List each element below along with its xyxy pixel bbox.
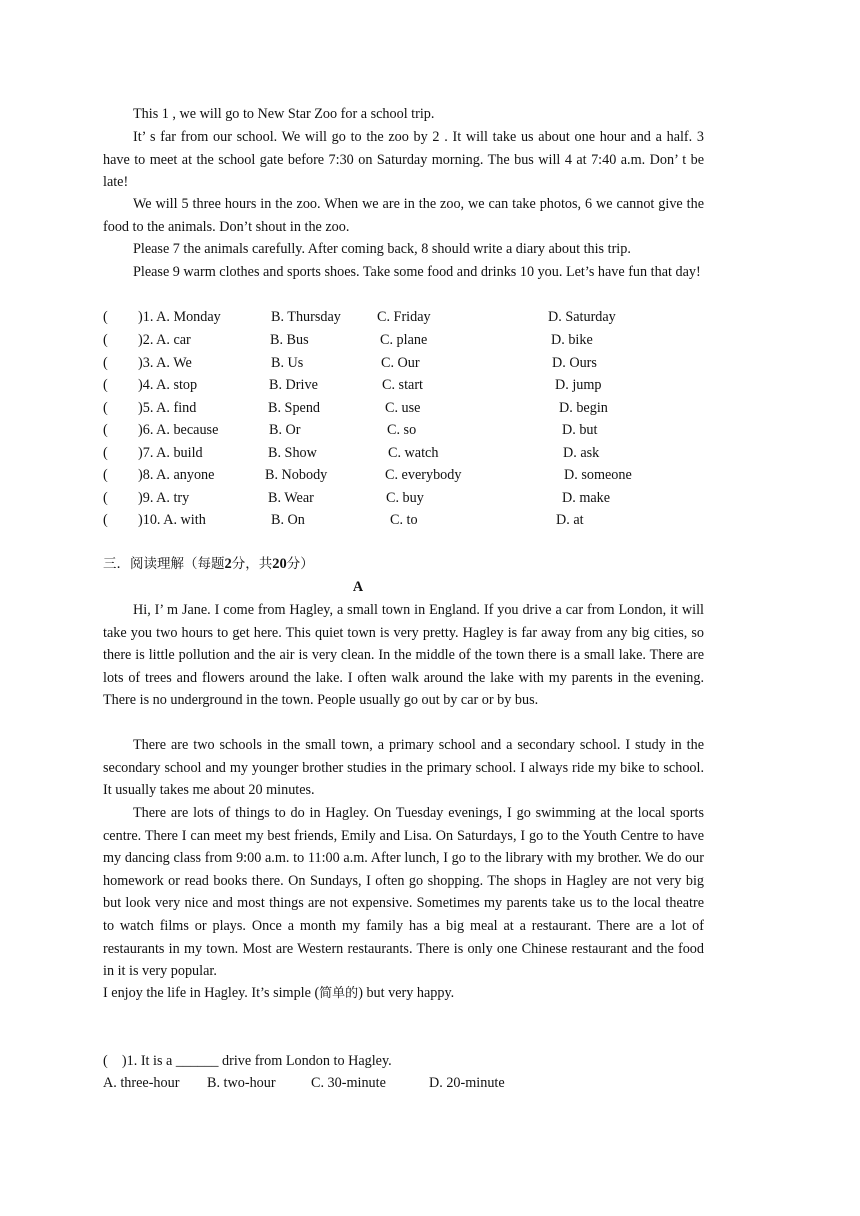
answer-paren: ( — [103, 512, 108, 528]
option-b: B. On — [271, 512, 305, 528]
cloze-question — [103, 306, 723, 328]
option-a: A. three-hour — [103, 1075, 180, 1091]
cloze-paragraph-5: Please 9 warm clothes and sports shoes. Take some food and drinks 10 you. Let’s have fun that day! — [133, 264, 701, 280]
option-c: C. Our — [381, 355, 420, 371]
answer-paren: ( — [103, 445, 108, 461]
cloze-question — [103, 397, 723, 419]
reading-question-1 — [103, 1050, 723, 1072]
option-a: )3. A. We — [138, 355, 192, 371]
option-b: B. Thursday — [271, 309, 341, 325]
option-a: )6. A. because — [138, 422, 219, 438]
option-d: D. jump — [555, 377, 602, 393]
option-d: D. but — [562, 422, 598, 438]
option-a: )4. A. stop — [138, 377, 198, 393]
section-heading-mid: 分，共 — [231, 556, 273, 572]
option-a: )7. A. build — [138, 445, 203, 461]
option-a: )2. A. car — [138, 332, 191, 348]
option-b: B. Show — [268, 445, 317, 461]
cloze-paragraph-1: This 1 , we will go to New Star Zoo for a school trip. — [133, 106, 435, 122]
option-d: D. make — [562, 490, 611, 506]
reading-paragraph-4 — [103, 982, 704, 1006]
cloze-question — [103, 487, 723, 509]
option-b: B. Drive — [269, 377, 318, 393]
cloze-question — [103, 464, 723, 486]
section-heading-prefix: 三．阅读理解（每题 — [103, 556, 225, 572]
option-d: D. Ours — [552, 355, 597, 371]
answer-paren: ( — [103, 490, 108, 506]
option-c: C. plane — [380, 332, 428, 348]
option-c: C. use — [385, 400, 421, 416]
reading-p4-gloss: 简单的 — [319, 986, 359, 1001]
cloze-question — [103, 374, 723, 396]
reading-p4-after: ) but very happy. — [358, 985, 455, 1001]
option-a: )1. A. Monday — [138, 309, 221, 325]
section-heading-suffix: 分） — [286, 556, 314, 572]
option-c: C. everybody — [385, 467, 462, 483]
option-c: C. 30-minute — [311, 1075, 386, 1091]
cloze-question — [103, 329, 723, 351]
option-c: C. Friday — [377, 309, 431, 325]
answer-paren: ( — [103, 332, 108, 348]
option-b: B. Bus — [270, 332, 309, 348]
section-heading — [103, 553, 314, 575]
option-d: D. bike — [551, 332, 593, 348]
option-d: D. begin — [559, 400, 608, 416]
reading-p4-before: I enjoy the life in Hagley. It’s simple ( — [103, 985, 320, 1001]
option-d: D. 20-minute — [429, 1075, 505, 1091]
option-c: C. so — [387, 422, 417, 438]
passage-title: A — [352, 579, 364, 595]
option-b: B. two-hour — [207, 1075, 276, 1091]
answer-paren: ( — [103, 467, 108, 483]
cloze-paragraph-3: We will 5 three hours in the zoo. When we are in the zoo, we can take photos, 6 we cannot give the food to the animals. Don’t shout in the zoo. — [103, 196, 704, 235]
option-a: )5. A. find — [138, 400, 197, 416]
option-a: )10. A. with — [138, 512, 206, 528]
answer-paren: ( — [103, 422, 108, 438]
option-d: D. at — [556, 512, 584, 528]
cloze-question — [103, 419, 723, 441]
option-c: C. buy — [386, 490, 424, 506]
answer-paren: ( — [103, 355, 108, 371]
reading-question-1-options — [103, 1072, 723, 1094]
section-heading-total: 20 — [272, 556, 287, 572]
reading-paragraph-3: There are lots of things to do in Hagley. On Tuesday evenings, I go swimming at the local sports centre. There I can meet my best friends, Emily and Lisa. On Saturdays, I go to the Youth Centre to have my dancing class from 9:00 a.m. to 11:00 a.m. After lunch, I go to the library with my brother. We do our homework or read books there. On Sundays, I often go shopping. The shops in Hagley are not very big but look very nice and most things are not expensive. Sometimes my parents take us to the local theatre to watch films or plays. Once a month my family has a big meal at a restaurant. There are a lot of restaurants in my town. Most are Western restaurants. There is only one Chinese restaurant and the food in it is very popular. — [103, 805, 704, 980]
option-b: B. Wear — [268, 490, 314, 506]
cloze-question — [103, 352, 723, 374]
cloze-paragraph-4: Please 7 the animals carefully. After coming back, 8 should write a diary about this trip. — [133, 241, 631, 257]
option-d: D. ask — [563, 445, 600, 461]
reading-paragraph-2: There are two schools in the small town, a primary school and a secondary school. I study in the secondary school and my younger brother studies in the primary school. I always ride my bike to school. It usually takes me about 20 minutes. — [103, 737, 704, 799]
option-c: C. start — [382, 377, 423, 393]
option-b: B. Us — [271, 355, 304, 371]
option-d: D. Saturday — [548, 309, 616, 325]
option-b: B. Or — [269, 422, 301, 438]
option-d: D. someone — [564, 467, 632, 483]
reading-question-stem: ( )1. It is a ______ drive from London to Hagley. — [103, 1053, 392, 1069]
option-a: )9. A. try — [138, 490, 190, 506]
option-a: )8. A. anyone — [138, 467, 215, 483]
section-heading-points: 2 — [224, 556, 232, 572]
answer-paren: ( — [103, 309, 108, 325]
cloze-question — [103, 442, 723, 464]
answer-paren: ( — [103, 377, 108, 393]
option-b: B. Nobody — [265, 467, 328, 483]
answer-paren: ( — [103, 400, 108, 416]
option-b: B. Spend — [268, 400, 321, 416]
cloze-question — [103, 509, 723, 531]
cloze-paragraph-2: It’ s far from our school. We will go to the zoo by 2 . It will take us about one hour and a half. 3 have to meet at the school gate before 7:30 on Saturday morning. The bus will 4 at 7:40 a.m. Don’ t be late! — [103, 129, 704, 191]
option-c: C. watch — [388, 445, 439, 461]
option-c: C. to — [390, 512, 418, 528]
reading-paragraph-1: Hi, I’ m Jane. I come from Hagley, a small town in England. If you drive a car from London, it will take you two hours to get here. This quiet town is very pretty. Hagley is far away from any big cities, so there is little pollution and the air is very clean. In the middle of the town there is a small lake. There are lots of trees and flowers around the lake. I often walk around the lake with my parents in the evening. There is no underground in the town. People usually go out by car or by bus. — [103, 602, 704, 709]
